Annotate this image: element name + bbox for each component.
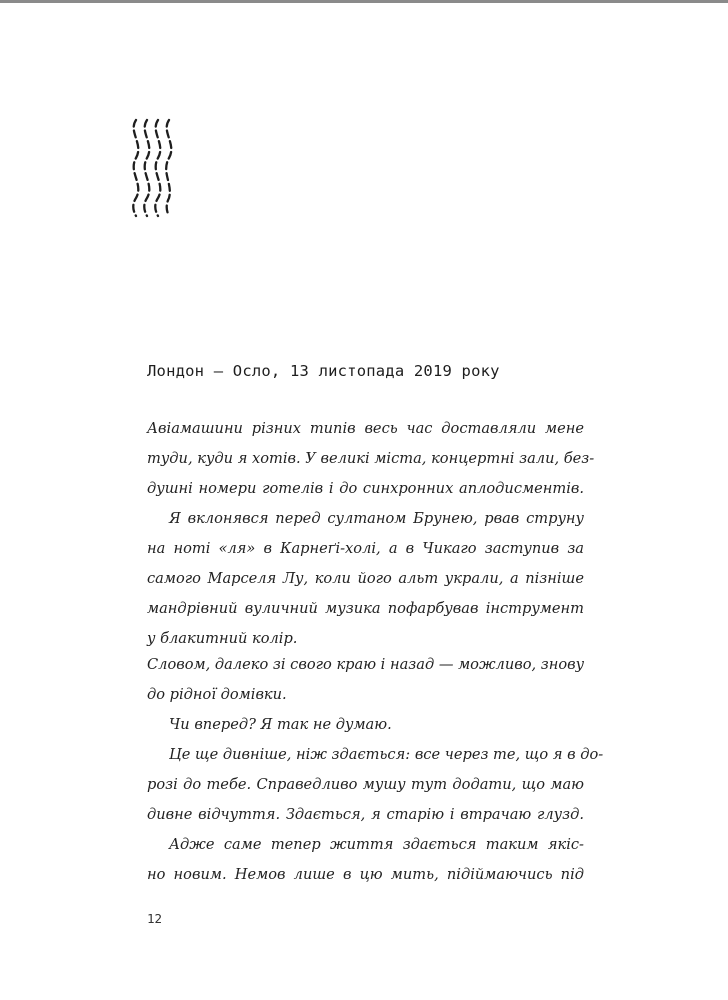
text-line: Адже саме тепер життя здається таким якіс- bbox=[169, 836, 584, 853]
text-line: до рідної домівки. bbox=[147, 686, 287, 703]
text-line: на ноті «ля» в Карнеґі-холі, а в Чикаго заступив за bbox=[147, 540, 584, 557]
wavy-lines-icon bbox=[128, 118, 174, 218]
text-line: Це ще дивніше, ніж здається: все через те, що я в до- bbox=[169, 746, 604, 763]
page-number: 12 bbox=[147, 911, 163, 926]
text-line: Чи вперед? Я так не думаю. bbox=[169, 716, 392, 733]
text-line: душні номери готелів і до синхронних аплодисментів. bbox=[147, 480, 584, 497]
text-line: мандрівний вуличний музика пофарбував інструмент bbox=[147, 600, 584, 617]
chapter-heading: Лондон – Осло, 13 листопада 2019 року bbox=[147, 362, 500, 380]
text-line: розі до тебе. Справедливо мушу тут додати, що маю bbox=[147, 776, 584, 793]
paragraph-block-2 bbox=[147, 650, 604, 890]
text-line: туди, куди я хотів. У великі міста, концертні зали, без- bbox=[147, 450, 595, 467]
text-line: дивне відчуття. Здається, я старію і втрачаю глузд. bbox=[147, 806, 584, 823]
text-line: Словом, далеко зі свого краю і назад — можливо, знову bbox=[147, 656, 585, 673]
text-line: самого Марселя Лу, коли його альт украли, а пізніше bbox=[147, 570, 584, 587]
text-line: Я вклонявся перед султаном Брунею, рвав струну bbox=[169, 510, 584, 527]
top-border bbox=[0, 0, 728, 3]
text-line: у блакитний колір. bbox=[147, 630, 298, 647]
paragraph-block-1 bbox=[147, 414, 595, 654]
text-line: но новим. Немов лише в цю мить, підіймаючись під bbox=[147, 866, 584, 883]
text-line: Авіамашини різних типів весь час доставляли мене bbox=[147, 420, 584, 437]
